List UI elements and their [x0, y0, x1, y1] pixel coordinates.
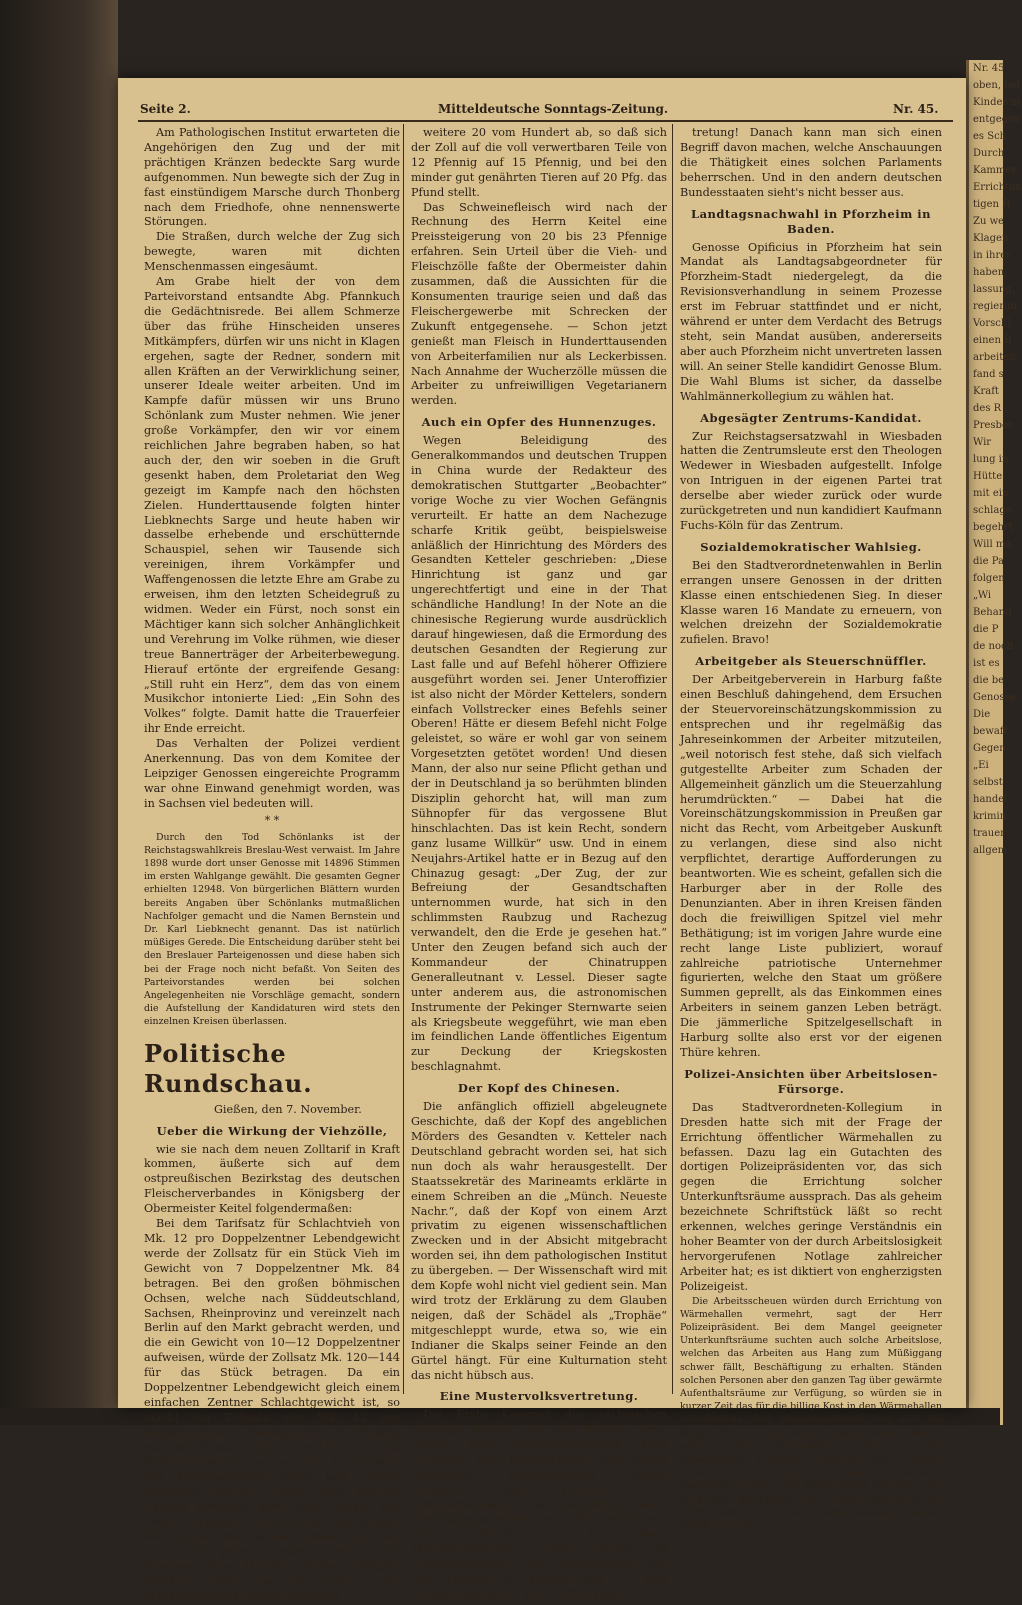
adjacent-page-text-fragment: Vorschl	[973, 318, 1011, 329]
adjacent-page-text-fragment: oben, bei	[973, 80, 1020, 91]
article-heading: Abgesägter Zentrums-Kandidat.	[700, 410, 922, 425]
separator-stars: * *	[264, 813, 280, 827]
newspaper-page	[118, 78, 966, 1603]
adjacent-page-text-fragment: Die	[973, 709, 991, 720]
small-print-paragraph: Durch den Tod Schönlanks ist der Reichstagswahlkreis Breslau-West verwaist. Im Jahre 1898 wurde dort unser Genosse mit 14896 Stimmen im ersten Wahlgange gewählt. Die gesamten Gegner erhielten 12948. Von bürgerlichen Blättern wurden bereits Angaben über Schönlanks mutmaßlichen Nachfolger gemacht und die Namen Bernstein und Dr. Karl Liebknecht genannt. Das ist natürlich müßiges Gerede. Die Entscheidung darüber steht bei den Breslauer Parteigenossen und diese haben sich bei der Frage noch nicht befaßt. Von Seiten des Parteivorstandes werden bei solchen Angelegenheiten nie Vorschläge gemacht, sondern die Aufstellung der Kandidaturen wird stets den einzelnen Kreisen überlassen.	[144, 831, 400, 1028]
adjacent-page-text-fragment: Hütte	[973, 471, 1003, 482]
adjacent-page-text-fragment: des R	[973, 403, 1002, 414]
paragraph: Die Erste Kammer des sächsischen Landtags besteht aus drei Prinzen, zehn Grafen, neun Rittergutsbesitzern, zwei Freiherrn, fünf Kammerherrn, drei hohen geistlichen Würdenträgern, einem Domherrn, einem Professor, drei Kommerzienräten, einem Geheimrat, sieben Oberbürgermeistern, zwei Bürgermeistern, einem Minister a. D., einem Ministerialdirektor. Unter diesen 49 „Volksvertretern“ sind einschließlich der drei Prinzen 25 adelige und 29 sind Großgrundbesitzer. Eine nette „Volks“ver-	[411, 1408, 667, 1601]
adjacent-page-text-fragment: regierun	[973, 301, 1017, 312]
paragraph: Am Pathologischen Institut erwarteten die Angehörigen den Zug und der mit prächtigen Kränzen bedeckte Sarg wurde aufgenommen. Nun bewegte sich der Zug in fast einstündigem Marsche durch Thonberg nach dem Friedhofe, ohne nennenswerte Störungen.	[144, 126, 400, 229]
adjacent-page-text-fragment: schlage	[973, 505, 1012, 516]
adjacent-page-text-fragment: „Ei	[973, 760, 989, 771]
adjacent-page-text-fragment: tigen H	[973, 199, 1011, 210]
adjacent-page-text-fragment: Wir	[973, 437, 992, 448]
adjacent-page-text-fragment: Will ma	[973, 539, 1012, 550]
adjacent-page-text-fragment: folgen	[973, 573, 1005, 584]
adjacent-page-text-fragment: trauer	[973, 828, 1005, 839]
paragraph: Der Arbeitgeberverein in Harburg faßte einen Beschluß dahingehend, dem Ersuchen der Steuervoreinschätzungskommission zu entsprechen und ihr regelmäßig das Jahreseinkommen der Arbeiter mitzuteilen, „weil notorisch fest stehe, daß sich vielfach gutgestellte Arbeiter zum Schaden der Allgemeinheit gänzlich um die Steuerzahlung herumdrückten.“ — Dabei hat die Voreinschätzungskommission in Preußen gar nicht das Recht, vom Arbeitgeber Auskunft zu verlangen, diese sind also nicht verpflichtet, derartige Aufforderungen zu beantworten. Wie es scheint, gefallen sich die Harburger aber in der Rolle des Denunzianten. Aber in ihren Kreisen fänden doch die freiwilligen Spitzel viel mehr Bethätigung; ist im vorigen Jahre wurde eine recht lange Liste publiziert, worauf zahlreiche patriotische Unternehmer figurierten, welche den Staat um größere Summen geprellt, als das Einkommen eines Arbeiters in seinem ganzen Leben beträgt. Die jämmerliche Spitzelgesellschaft in Harburg sollte also erst vor der eigenen Thüre kehren.	[680, 673, 942, 1059]
article-heading: Arbeitgeber als Steuerschnüffler.	[695, 654, 927, 669]
adjacent-page-text-fragment: die Pa	[973, 556, 1004, 567]
section-title: Politische Rundschau.	[144, 1038, 313, 1098]
adjacent-page-text-fragment: Gegen	[973, 743, 1006, 754]
article-heading: Polizei-Ansichten über Arbeitslosen-Fürsorge.	[684, 1066, 938, 1096]
adjacent-page-text-fragment: allgem	[973, 845, 1008, 856]
header-rule	[138, 120, 953, 122]
column-divider	[403, 124, 404, 1394]
adjacent-page-text-fragment: Behand	[973, 607, 1012, 618]
paragraph: Zur Reichstagsersatzwahl in Wiesbaden hatten die Zentrumsleute erst den Theologen Wedewer in Wiesbaden aufgestellt. Infolge von Intriguen in der eigenen Partei trat derselbe aber wieder zurück oder wurde zurückgetreten und nun kandidiert Kaufmann Fuchs-Köln für das Zentrum.	[680, 429, 942, 532]
adjacent-page-text-fragment: bewaff	[973, 726, 1007, 737]
adjacent-page-text-fragment: die be	[973, 675, 1005, 686]
small-print-paragraph: Die Arbeitsscheuen würden durch Errichtung von Wärmehallen vermehrt, sagt der Herr Polizeipräsident. Bei dem Mangel geeigneter Unterkunftsräume suchten auch solche Arbeitslose, welchen das Arbeiten aus Hang zum Müßiggang schwer fällt, Beschäftigung zu erhalten. Ständen solchen Personen aber den ganzen Tag über gewärmte Aufenthaltsräume zur Verfügung, so würden sie in kurzer Zeit das für die billige Kost in den Wärmehallen erforderliche Geld zusammenbetteln und sich die übrige Zeit in den Hallen herumtreiben. Weiter würden diese Wärmehallen nicht nur der Sammelpunkt schlechter Elemente aus Dresden, sondern auch derjenigen der nahen und weiteren Umgebung werden. Die Bürgerschaft Dresdens, die doch dazu die Kosten trage, werde also durch die Wärmehallen in erhöhtem Maße belästigt werden. Gewiß sei zugu-	[680, 1295, 942, 1532]
page-header	[118, 100, 966, 122]
dateline: Gießen, den 7. November.	[214, 1102, 362, 1116]
column-1	[144, 126, 400, 1603]
adjacent-page-text-fragment: die P	[973, 624, 999, 635]
adjacent-page-text-fragment: entgegen	[973, 114, 1021, 125]
article-heading: Landtagsnachwahl in Pforzheim in Baden.	[690, 206, 931, 236]
issue-number: Nr. 45.	[893, 102, 939, 116]
column-2	[411, 126, 667, 1601]
adjacent-page-text-fragment: selbst	[973, 777, 1003, 788]
adjacent-page-text-fragment: ist es	[973, 658, 1000, 669]
paragraph: Das Schweinefleisch wird nach der Rechnung des Herrn Keitel eine Preissteigerung von 20 bis 23 Pfennige erfahren. Sein Urteil über die Vieh- und Fleischzölle faßte der Obermeister dahin zusammen, daß die Aussichten für die Konsumenten traurige seien und daß das Fleischergewerbe mit Schrecken der Zukunft entgegensehe. — Schon jetzt genießt man Fleisch in Hunderttausenden von Arbeiterfamilien nur als Leckerbissen. Nach Annahme der Wucherzölle müssen die Arbeiter zu unfreiwilligen Vegetarianern werden.	[411, 200, 667, 408]
paragraph: Genosse Opificius in Pforzheim hat sein Mandat als Landtagsabgeordneter für Pforzheim-Stadt niedergelegt, da die Revisionsverhandlung in seinem Prozesse erst im Februar stattfindet und er nicht, während er unter dem Verdacht des Betrugs steht, sein Mandat ausüben, andererseits aber auch Pforzheim nicht unvertreten lassen will. An seiner Stelle kandidirt Genosse Blum. Die Wahl Blums ist sicher, da dasselbe Wahlmännerkollegium zu wählen hat.	[680, 240, 942, 403]
paragraph: Bei dem Tarifsatz für Schlachtvieh von Mk. 12 pro Doppelzentner Lebendgewicht werde der Zollsatz für ein Stück Vieh im Gewicht von 7 Doppelzentner Mk. 84 betragen. Bei den großen böhmischen Ochsen, welche nach Süddeutschland, Sachsen, Rheinprovinz und vereinzelt nach Berlin auf den Markt gebracht werden, und die ein Gewicht von 10—12 Doppelzentner aufweisen, würde der Zollsatz Mk. 120—144 für das Stück betragen. Da ein Doppelzentner Lebendgewicht gleich einem einfachen Zentner Schlachtgewicht ist, so macht ein Zollsatz von Mk. 12 pro Doppelzentner Lebendgewicht 12 Pfennig auf das Pfund Schlachtgewicht aus. Das Schlachtgewicht aber sei noch lange nicht das Fleischgewicht. Jeder Laie müsse erkennen, daß bei einem Tiere, das im Ganzen gewogen wird, eine Anzahl von Teilen vorhanden sei, die fast gar keinen Wert haben und auf die deshalb auch ein Zoll nicht gelegt werden dürfe, z. B. Knochen, Beine, Halsteile, Sehnen, Abfälle, Flanken, Fett usw. So gehen vom Schlachtgewicht, wenig gerechnet,	[144, 1217, 400, 1603]
adjacent-page-text-fragment: einen B	[973, 335, 1012, 346]
article-heading: Auch ein Opfer des Hunnenzuges.	[421, 415, 657, 430]
adjacent-page-text-fragment: Klagen	[973, 233, 1009, 244]
paragraph: Das Verhalten der Polizei verdient Anerkennung. Das von dem Komitee der Leipziger Genossen eingereichte Programm war ohne Einwand genehmigt worden, was in Sachsen viel bedeuten will.	[144, 737, 400, 810]
paragraph: Die Straßen, durch welche der Zug sich bewegte, waren mit dichten Menschenmassen eingesäumt.	[144, 230, 400, 274]
article-heading: Eine Mustervolksvertretung.	[439, 1389, 639, 1404]
paragraph: Am Grabe hielt der von dem Parteivorstand entsandte Abg. Pfannkuch die Gedächtnisrede. Bei allem Schmerze über das frühe Hinscheiden unseres Mitkämpfers, dürfen wir uns nicht in Klagen ergehen, sagte der Redner, sondern mit allen Kräften an der Verwirklichung seiner, unserer Ideale weiter arbeiten. Und im Kampfe dafür müssen wir uns Bruno Schönlank zum Muster nehmen. Wie jener große Vorkämpfer, den wir vor einem reichlichen Jahre begraben haben, so hat auch der, den wir soeben in die Gruft gesenkt haben, dem Proletariat den Weg gezeigt im Kampfe nach den höchsten Zielen. Hunderttausende folgten hinter Liebknechts Sarge und heute haben wir dasselbe erhebende und erschütternde Schauspiel, sehen wir Tausende sich vereinigen, ihrem Vorkämpfer und Waffengenossen die letzte Ehre am Grabe zu erweisen, ihm den letzten Scheidegruß zu widmen. Weder ein Fürst, noch sonst ein Mächtiger kann sich solcher Anhänglichkeit und Verehrung im Volke rühmen, wie dieser treue Bannerträger der Arbeiterbewegung. Hierauf ertönte der ergreifende Gesang: „Still ruht ein Herz“, dem das von einem Musikchor intonierte Lied: „Ein Sohn des Volkes“ folgte. Damit hatte die Trauerfeier ihr Ende erreicht.	[144, 275, 400, 736]
paragraph: weitere 20 vom Hundert ab, so daß sich der Zoll auf die voll verwertbaren Teile von 12 Pfennig auf 15 Pfennig, und bei den minder gut genährten Tieren auf 20 Pfg. das Pfund stellt.	[411, 126, 667, 199]
article-heading: Sozialdemokratischer Wahlsieg.	[700, 539, 922, 554]
adjacent-page-text-fragment: begehrt	[973, 522, 1013, 533]
adjacent-page-text-fragment: Nr. 45	[973, 63, 1005, 74]
paragraph: Die anfänglich offiziell abgeleugnete Geschichte, daß der Kopf des angeblichen Mörders des Gesandten v. Ketteler nach Deutschland gebracht worden sei, hat sich nun doch als wahr herausgestellt. Der Staatssekretär des Marineamts erklärte in einem Schreiben an die „Münch. Neueste Nachr.“, daß der Kopf von einem Arzt privatim zu eigenen wissenschaftlichen Zwecken und in der Absicht mitgebracht worden sei, ihn dem pathologischen Institut zu übergeben. — Der Wissenschaft wird mit dem Kopfe wohl nicht viel gedient sein. Man wird trotz der Erklärung zu dem Glauben neigen, daß der Schädel als „Trophäe“ mitgeschleppt wurde, etwa so, wie ein Indianer die Skalps seiner Feinde an den Gürtel hängt. Für eine Kulturnation steht das nicht hübsch aus.	[411, 1100, 667, 1382]
paragraph: tretung! Danach kann man sich einen Begriff davon machen, welche Anschauungen die Thätigkeit eines solchen Parlaments beherrschen. Und in den andern deutschen Bundesstaaten sieht's nicht besser aus.	[680, 126, 942, 199]
paragraph: Wegen Beleidigung des Generalkommandos und deutschen Truppen in China wurde der Redakteur des demokratischen Stuttgarter „Beobachter“ vorige Woche zu vier Wochen Gefängnis verurteilt. Er hatte an dem Nachezuge scharfe Kritik geübt, beispielsweise anläßlich der Hinrichtung des Mörders des Gesandten Ketteler geschrieben: „Diese Hinrichtung ist ganz und gar ungerechtfertigt und eine in der That schändliche Handlung! In der Note an die chinesische Regierung wurde ausdrücklich darauf hingewiesen, daß die Ermordung des deutschen Gesandten der Regierung zur Last falle und auf Befehl höherer Offiziere ausgeführt worden sei. Jener Unteroffizier ist also nicht der Mörder Kettelers, sondern einfach Vollstrecker eines Befehls seiner Oberen! Hätte er diesem Befehl nicht Folge geleistet, so wäre er wohl gar von seinem Vorgesetzten getötet worden! Und diesen Mann, der also nur seine Pflicht gethan und der in Deutschland ja so berühmten blinden Disziplin gehorcht hat, will man zum Sühnopfer für das vergossene Blut hinschlachten. Das ist kein Recht, sondern ganz lusame Willkür“ usw. Und in einem Neujahrs-Artikel hatte er in Bezug auf den Chinazug gesagt: „Der Zug, der zur Befreiung der Gesandtschaften unternommen wurde, hat sich in den schlimmsten Raubzug und Rachezug verwandelt, den die Erde je gesehen hat.“ Unter den Zeugen befand sich auch der Kommandeur der Chinatruppen Generalleutnant v. Lessel. Dieser sagte unter anderem aus, die astronomischen Instrumente der Pekinger Sternwarte seien als Kriegsbeute weggeführt, wie man eben im feindlichen Lande öffentliches Eigentum zur Deckung der Kriegskosten beschlagnahmt.	[411, 434, 667, 1074]
adjacent-page-text-fragment: in ihrer	[973, 250, 1011, 261]
adjacent-page-text-fragment: Zu we	[973, 216, 1005, 227]
paragraph: Bei den Stadtverordnetenwahlen in Berlin errangen unsere Genossen in der dritten Klasse einen entschiedenen Sieg. In dieser Klasse waren 16 Mandate zu erneuern, von welchen dreizehn der Sozialdemokratie zufielen. Bravo!	[680, 558, 942, 647]
article-heading: Ueber die Wirkung der Viehzölle,	[156, 1123, 388, 1138]
adjacent-page-text-fragment: mit ein	[973, 488, 1009, 499]
newspaper-title: Mitteldeutsche Sonntags-Zeitung.	[438, 102, 669, 116]
paragraph: wie sie nach dem neuen Zolltarif in Kraft kommen, äußerte sich auf dem ostpreußischen Bezirkstag des deutschen Fleischerverbandes in Königsberg der Obermeister Keitel folgendermaßen:	[144, 1142, 400, 1216]
adjacent-page-text-fragment: de noch	[973, 641, 1013, 652]
adjacent-page-text-fragment: fand s	[973, 369, 1004, 380]
paragraph: Das Stadtverordneten-Kollegium in Dresden hatte sich mit der Frage der Errichtung öffentlicher Wärmehallen zu befassen. Dazu lag ein Gutachten des dortigen Polizeipräsidenten vor, das sich gegen die Errichtung solcher Unterkunftsräume aussprach. Das als geheim bezeichnete Schriftstück läßt so recht erkennen, welches geringe Verständnis ein hoher Beamter von der durch Arbeitslosigkeit hervorgerufenen Notlage zahlreicher Arbeiter hat; es ist diktiert von engherzigsten Polizeigeist.	[680, 1100, 942, 1293]
adjacent-page-text-fragment: es Sch	[973, 131, 1007, 142]
adjacent-page-text-fragment: haben,	[973, 267, 1008, 278]
adjacent-page-text-fragment: „Wi	[973, 590, 992, 601]
adjacent-page-text-fragment: Presbes	[973, 420, 1014, 431]
article-heading: Der Kopf des Chinesen.	[457, 1081, 621, 1096]
adjacent-page-text-fragment: lung in	[973, 454, 1009, 465]
book-binding	[0, 0, 118, 1425]
adjacent-page-text-fragment: Kammer	[973, 165, 1017, 176]
adjacent-page-text-fragment: Errichtun	[973, 182, 1022, 193]
adjacent-page-text-fragment: arbeiten	[973, 352, 1016, 363]
adjacent-page-edge	[966, 60, 1022, 1425]
adjacent-page-text-fragment: Genosse	[973, 692, 1016, 703]
adjacent-page-text-fragment: Kraft	[973, 386, 999, 397]
adjacent-page-text-fragment: Durch	[973, 148, 1005, 159]
adjacent-page-text-fragment: krimin	[973, 811, 1007, 822]
page-label: Seite 2.	[140, 102, 191, 116]
adjacent-page-text-fragment: lassung,	[973, 284, 1015, 295]
adjacent-page-text-fragment: handel	[973, 794, 1008, 805]
column-3	[680, 126, 942, 1532]
column-divider	[672, 124, 673, 1394]
adjacent-page-text-fragment: Kinder m	[973, 97, 1020, 108]
